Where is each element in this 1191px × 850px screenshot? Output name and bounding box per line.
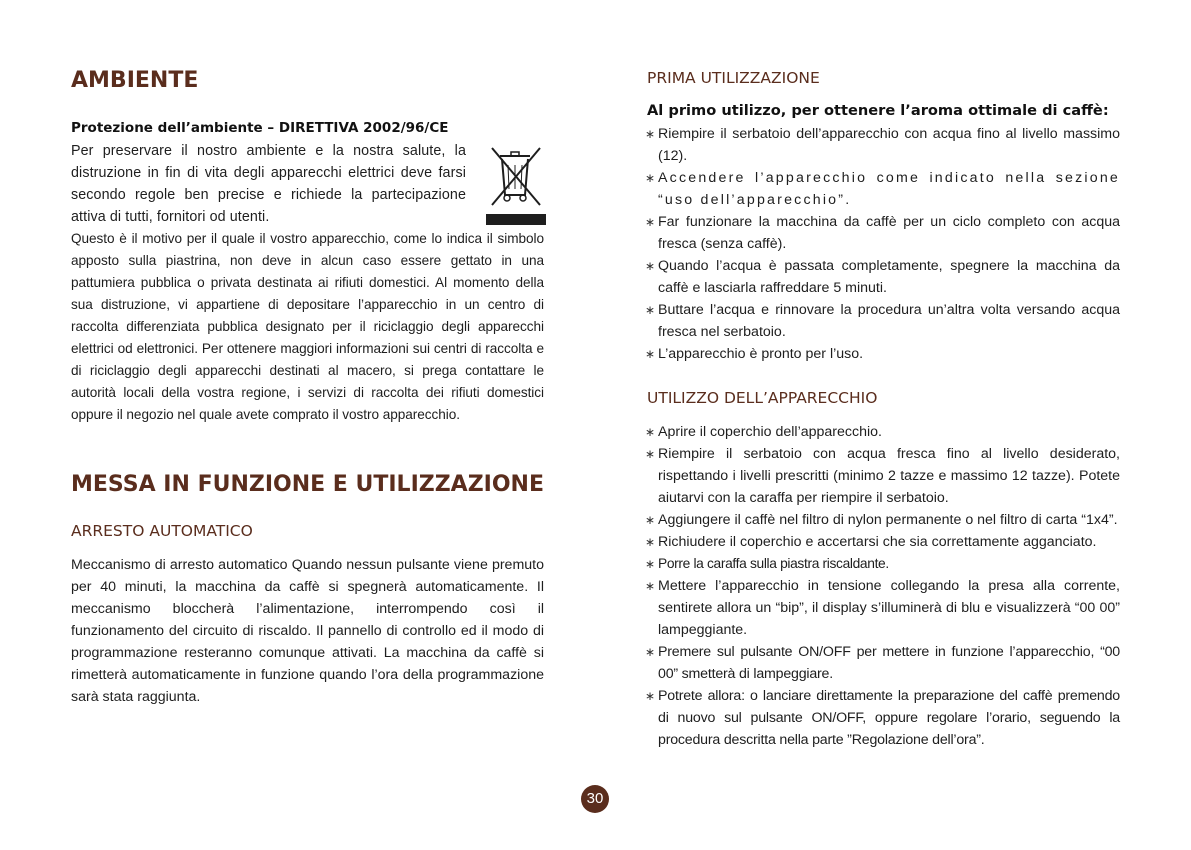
prima-utilizzazione-intro: Al primo utilizzo, per ottenere l’aroma ottimale di caffè: xyxy=(647,102,1109,119)
utilizzo-apparecchio-heading: UTILIZZO DELL’APPARECCHIO xyxy=(647,389,878,407)
list-item: ∗ Mettere l’apparecchio in tensione collegando la presa alla corrente, sentirete allora un “bip”, il display s’illuminerà di blu e visualizzerà “00 00” lampeggiante. xyxy=(647,575,1120,641)
list-item: ∗ Buttare l’acqua e rinnovare la procedura un’altra volta versando acqua fresca nel serbatoio. xyxy=(647,299,1120,343)
asterisk-bullet-icon: ∗ xyxy=(645,171,656,185)
asterisk-bullet-icon: ∗ xyxy=(645,127,656,141)
arresto-automatico-text: Meccanismo di arresto automatico Quando nessun pulsante viene premuto per 40 minuti, la macchina da caffè si spegnerà automaticamente. Il meccanismo bloccherà l’alimentazione, interrompendo così il funzionamento del circuito di riscaldo. Il pannello di controllo ed il modo di programmazione resteranno comunque attivati. La macchina da caffè si rimetterà automaticamente in funzione quando l’ora della programmazione sarà stata raggiunta. xyxy=(71,557,544,705)
list-item: ∗ Quando l’acqua è passata completamente, spegnere la macchina da caffè e lasciarla raffreddare 5 minuti. xyxy=(647,255,1120,299)
asterisk-bullet-icon: ∗ xyxy=(645,557,656,571)
asterisk-bullet-icon: ∗ xyxy=(645,425,656,439)
asterisk-bullet-icon: ∗ xyxy=(645,347,656,361)
utilizzo-apparecchio-list xyxy=(647,421,1120,751)
crossed-out-wheelie-bin-icon xyxy=(486,143,546,227)
arresto-automatico-heading: ARRESTO AUTOMATICO xyxy=(71,522,253,540)
list-item: ∗ Riempire il serbatoio con acqua fresca fino al livello desiderato, rispettando i livelli prescritti (minimo 2 tazze e massimo 12 tazze). Potete aiutarvi con la caraffa per riempire il serbatoio. xyxy=(647,443,1120,509)
asterisk-bullet-icon: ∗ xyxy=(645,689,656,703)
asterisk-bullet-icon: ∗ xyxy=(645,513,656,527)
list-item: ∗ Potrete allora: o lanciare direttamente la preparazione del caffè premendo di nuovo sul pulsante ON/OFF, oppure regolare l’orario, seguendo la procedura descritta nella parte ”Regolazione dell’ora”. xyxy=(647,685,1120,751)
list-item: ∗ Aprire il coperchio dell’apparecchio. xyxy=(647,421,1120,443)
asterisk-bullet-icon: ∗ xyxy=(645,579,656,593)
list-item: ∗ Riempire il serbatoio dell’apparecchio con acqua fino al livello massimo (12). xyxy=(647,123,1120,167)
asterisk-bullet-icon: ∗ xyxy=(645,215,656,229)
asterisk-bullet-icon: ∗ xyxy=(645,259,656,273)
list-item: ∗ L’apparecchio è pronto per l’uso. xyxy=(647,343,1120,365)
ambiente-body-text: Questo è il motivo per il quale il vostro apparecchio, come lo indica il simbolo apposto sulla piastrina, non deve in alcun caso essere gettato in una pattumiera pubblica o privata destinata ai rifiuti domestici. Al momento della sua distruzione, vi appartiene di depositare l’apparecchio in un centro di raccolta differenziata pubblica designato per il riciclaggio degli apparecchi elettrici od elettronici. Per ottenere maggiori informazioni sui centri di raccolta e di riciclaggio degli apparecchi destinati al macero, si prega contattare le autorità locali della vostra regione, i servizi di raccolta dei rifiuti domestici oppure il negozio nel quale avete comprato il vostro apparecchio. xyxy=(71,231,544,422)
list-item: ∗ Far funzionare la macchina da caffè per un ciclo completo con acqua fresca (senza caffè). xyxy=(647,211,1120,255)
list-item: ∗ Richiudere il coperchio e accertarsi che sia correttamente agganciato. xyxy=(647,531,1120,553)
list-item: ∗ Premere sul pulsante ON/OFF per mettere in funzione l’apparecchio, “00 00” smetterà di lampeggiare. xyxy=(647,641,1120,685)
ambiente-lead-text: Per preservare il nostro ambiente e la nostra salute, la distruzione in fin di vita degli apparecchi elettrici deve farsi secondo regole ben precise e richiede la partecipazione attiva di tutti, fornitori od utenti. xyxy=(71,143,466,225)
list-item: ∗ Aggiungere il caffè nel filtro di nylon permanente o nel filtro di carta “1x4”. xyxy=(647,509,1120,531)
asterisk-bullet-icon: ∗ xyxy=(645,303,656,317)
prima-utilizzazione-heading: PRIMA UTILIZZAZIONE xyxy=(647,69,820,87)
list-item: ∗ Porre la caraffa sulla piastra riscaldante. xyxy=(647,553,1120,575)
asterisk-bullet-icon: ∗ xyxy=(645,535,656,549)
ambiente-title: AMBIENTE xyxy=(71,68,199,93)
messa-in-funzione-title: MESSA IN FUNZIONE E UTILIZZAZIONE xyxy=(71,472,544,497)
asterisk-bullet-icon: ∗ xyxy=(645,645,656,659)
environment-directive-subheading: Protezione dell’ambiente – DIRETTIVA 2002/96/CE xyxy=(71,120,449,136)
page-number-badge: 30 xyxy=(581,785,609,813)
asterisk-bullet-icon: ∗ xyxy=(645,447,656,461)
list-item: ∗ Accendere l’apparecchio come indicato nella sezione “uso dell’apparecchio”. xyxy=(647,167,1120,211)
prima-utilizzazione-list xyxy=(647,123,1120,365)
